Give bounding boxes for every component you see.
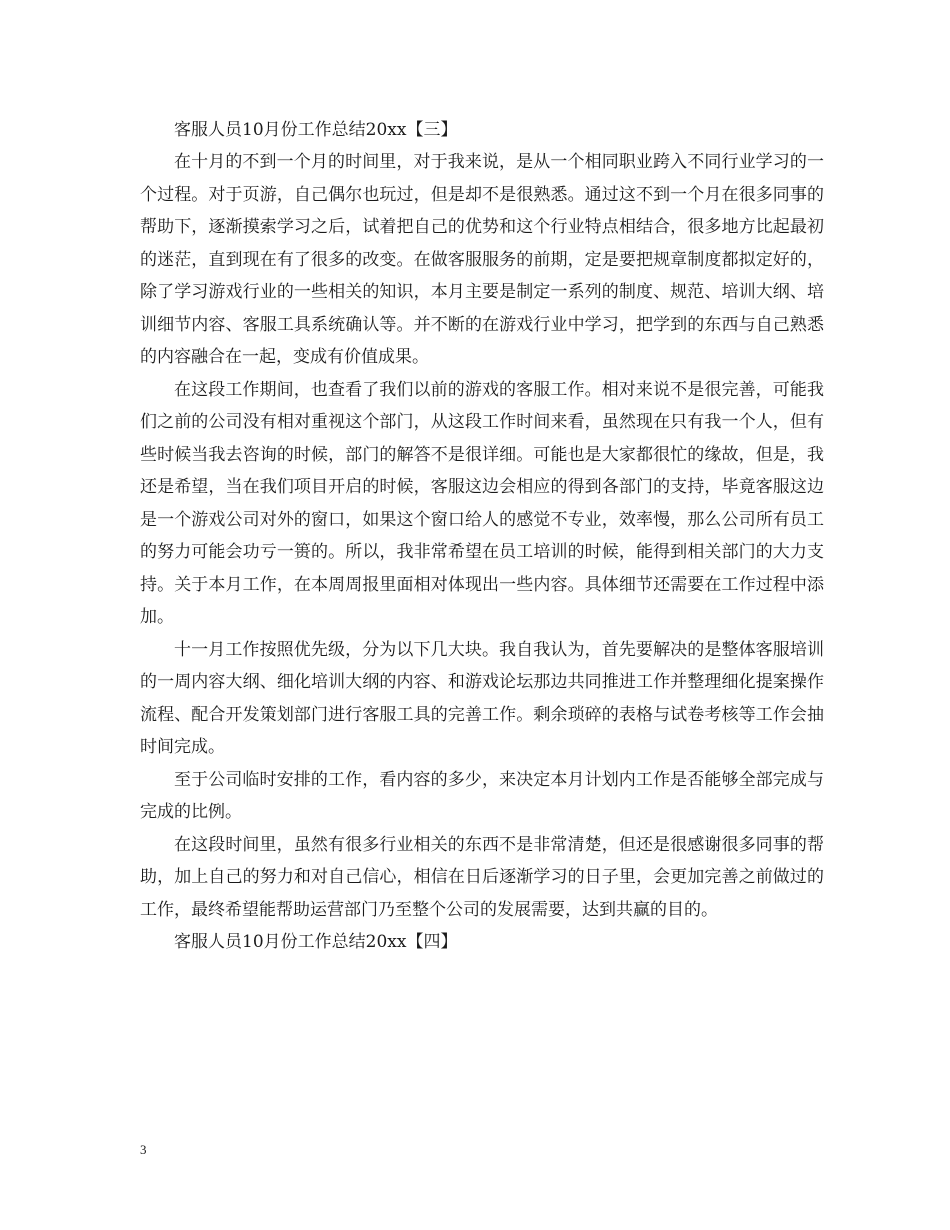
section-heading-four: 客服人员10月份工作总结20xx【四】 xyxy=(174,932,458,952)
document-body xyxy=(140,114,824,958)
paragraph-5: 在这段时间里，虽然有很多行业相关的东西不是非常清楚，但还是很感谢很多同事的帮助，加上自己的努力和对自己信心，相信在日后逐渐学习的日子里，会更加完善之前做过的工作，最终希望能帮助运营部门乃至整个公司的发展需要，达到共赢的目的。 xyxy=(140,834,824,920)
page-number: 3 xyxy=(140,1142,147,1157)
section-heading-three: 客服人员10月份工作总结20xx【三】 xyxy=(174,120,458,140)
paragraph-4: 至于公司临时安排的工作，看内容的多少，来决定本月计划内工作是否能够全部完成与完成的比例。 xyxy=(140,769,824,822)
paragraph-3: 十一月工作按照优先级，分为以下几大块。我自我认为，首先要解决的是整体客服培训的一周内容大纲、细化培训大纲的内容、和游戏论坛那边共同推进工作并整理细化提案操作流程、配合开发策划部门进行客服工具的完善工作。剩余琐碎的表格与试卷考核等工作会抽时间完成。 xyxy=(140,639,824,757)
paragraph-2: 在这段工作期间，也查看了我们以前的游戏的客服工作。相对来说不是很完善，可能我们之前的公司没有相对重视这个部门，从这段工作时间来看，虽然现在只有我一个人，但有些时候当我去咨询的时候，部门的解答不是很详细。可能也是大家都很忙的缘故，但是，我还是希望，当在我们项目开启的时候，客服这边会相应的得到各部门的支持，毕竟客服这边是一个游戏公司对外的窗口，如果这个窗口给人的感觉不专业，效率慢，那么公司所有员工的努力可能会功亏一篑的。所以，我非常希望在员工培训的时候，能得到相关部门的大力支持。关于本月工作，在本周周报里面相对体现出一些内容。具体细节还需要在工作过程中添加。 xyxy=(140,379,824,627)
paragraph-1: 在十月的不到一个月的时间里，对于我来说，是从一个相同职业跨入不同行业学习的一个过程。对于页游，自己偶尔也玩过，但是却不是很熟悉。通过这不到一个月在很多同事的帮助下，逐渐摸索学习之后，试着把自己的优势和这个行业特点相结合，很多地方比起最初的迷茫，直到现在有了很多的改变。在做客服服务的前期，定是要把规章制度都拟定好的，除了学习游戏行业的一些相关的知识，本月主要是制定一系列的制度、规范、培训大纲、培训细节内容、客服工具系统确认等。并不断的在游戏行业中学习，把学到的东西与自己熟悉的内容融合在一起，变成有价值成果。 xyxy=(140,152,824,367)
